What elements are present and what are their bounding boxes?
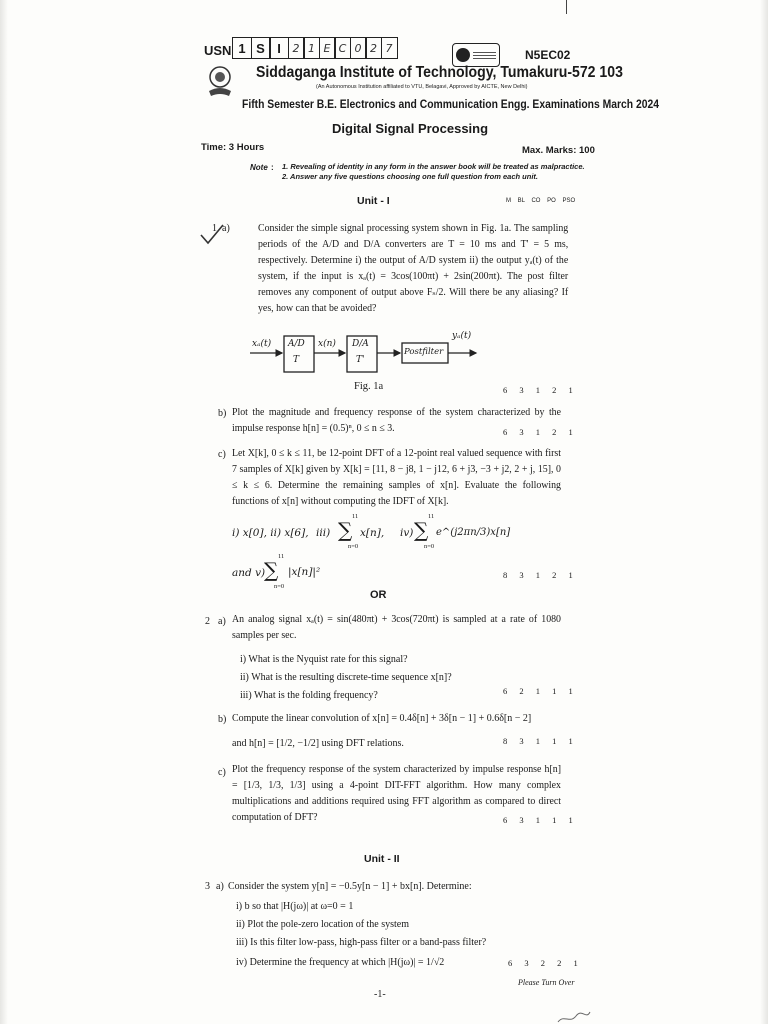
institute-subtitle: (An Autonomous Institution affiliated to VTU, Belagavi, Approved by AICTE, New Delhi): [316, 84, 528, 90]
question-2b-meta: 8 3 1 1 1: [503, 736, 574, 746]
usn-char-box: 1: [232, 37, 252, 59]
fig-ad-label: A/D: [288, 339, 305, 349]
question-1c-v-label: and v): [232, 567, 266, 579]
institute-name: Siddaganga Institute of Technology, Tumakuru-572 103: [256, 64, 623, 81]
fig-output-signal: yₐ(t): [452, 331, 472, 341]
page-number: -1-: [374, 989, 386, 1000]
sum-lower: n=0: [424, 543, 435, 550]
question-1b-meta: 6 3 1 2 1: [503, 427, 574, 437]
page-edge-right: [760, 0, 768, 1024]
usn-boxes: [232, 37, 396, 59]
logo-disc-icon: [456, 48, 470, 62]
unit-heading: Unit - I: [357, 195, 390, 207]
fig-postfilter-label: Postfilter: [404, 347, 444, 357]
part-label: a): [222, 223, 230, 234]
usn-char-box: 1: [303, 37, 320, 59]
question-3a-meta: 6 3 2 2 1: [508, 958, 579, 968]
question-3a-iv: iv) Determine the frequency at which |H(jω)| = 1/√2: [236, 957, 445, 968]
usn-char-box: 0: [350, 37, 367, 59]
question-1c-iv-label: iv): [400, 527, 414, 539]
please-turn-over: Please Turn Over: [518, 978, 575, 987]
institute-emblem-icon: [205, 65, 235, 99]
question-1c-parts: i) x[0], ii) x[6],: [232, 527, 309, 539]
part-label: c): [218, 767, 226, 778]
question-2b-text: Compute the linear convolution of x[n] = 0.4δ[n] + 3δ[n − 1] + 0.6δ[n − 2]: [232, 713, 532, 724]
question-3a-i: i) b so that |H(jω)| at ω=0 = 1: [236, 901, 354, 912]
question-1b-text: Plot the magnitude and frequency response of the system characterized by the impulse response h[n] = (0.5)ⁿ, 0 ≤ n ≤ 3.: [232, 407, 561, 434]
note-label: Note: [250, 163, 268, 172]
sum-lower: n=0: [274, 583, 285, 590]
question-1c-v-expr: |x[n]|²: [288, 566, 321, 578]
sum-lower: n=0: [348, 543, 359, 550]
question-1c-meta: 8 3 1 2 1: [503, 570, 574, 580]
part-label: b): [218, 714, 227, 725]
question-1c-iii-expr: x[n],: [360, 527, 385, 539]
question-1a-text: Consider the simple signal processing system shown in Fig. 1a. The sampling periods of the A/D and D/A converters are T = 10 ms and T' = 5 ms, respectively. Determine i) the output of A/D system ii) the output yₐ(t) of the system, if the input is xₐ(t) = 3cos(100πt) + 2sin(200πt). The post filter removes any component of output above Fₛ/2. Will there be any aliasing? If yes, how can that be avoided?: [258, 223, 569, 314]
usn-char-box: 2: [365, 37, 382, 59]
question-1c-iv-expr: e^(j2πn/3)x[n]: [436, 527, 511, 538]
question-2a-text: An analog signal xₐ(t) = sin(480πt) + 3cos(720πt) is sampled at a rate of 1080 samples per sec.: [232, 614, 561, 641]
part-label: a): [216, 881, 224, 892]
exam-time: Time: 3 Hours: [201, 142, 265, 153]
fig-mid-signal: x(n): [318, 339, 336, 349]
subject-title: Digital Signal Processing: [332, 121, 489, 136]
exam-title: Fifth Semester B.E. Electronics and Communication Engg. Examinations March 2024: [242, 99, 659, 111]
part-label: c): [218, 449, 226, 460]
sigma-v: ∑: [264, 558, 279, 582]
usn-char-box: 7: [381, 37, 398, 59]
fig-ad-period: T: [293, 355, 300, 365]
note-line-2: 2. Answer any five questions choosing one full question from each unit.: [282, 172, 539, 181]
question-2b-text-2: and h[n] = [1/2, −1/2] using DFT relations.: [232, 738, 404, 749]
page-edge-left: [0, 0, 8, 1024]
fig-input-signal: xₐ(t): [252, 339, 272, 349]
part-label: a): [218, 616, 226, 627]
question-1c-iii-label: iii): [316, 527, 331, 539]
note-line-1: 1. Revealing of identity in any form in the answer book will be treated as malpractice.: [282, 162, 585, 171]
question-number: 2: [205, 616, 210, 627]
unit-heading: Unit - II: [364, 853, 400, 865]
question-2a-i: i) What is the Nyquist rate for this signal?: [240, 654, 408, 665]
sigma-iii: ∑: [338, 518, 353, 542]
part-label: b): [218, 408, 227, 419]
question-3a-ii: ii) Plot the pole-zero location of the system: [236, 919, 410, 930]
fig-da-label: D/A: [352, 339, 369, 349]
paper-code: N5EC02: [525, 48, 571, 62]
question-1c-text: Let X[k], 0 ≤ k ≤ 11, be 12-point DFT of a 12-point real valued sequence with first 7 samples of X[k] given by X[k] = [11, 8 − j8, 1 − j12, 6 + j3, −3 + j2, 2 + j, 15], 0 ≤ k ≤ 6. Determine the remaining samples of x[n]. Evaluate the following functions of x[n] without computing the IDFT of X[k].: [232, 448, 561, 507]
usn-char-box: 2: [288, 37, 305, 59]
usn-char-box: C: [334, 37, 351, 59]
logo-text-lines: [473, 50, 496, 60]
question-2a-ii: ii) What is the resulting discrete-time sequence x[n]?: [240, 672, 452, 683]
or-divider: OR: [370, 589, 387, 601]
question-3a-iii: iii) Is this filter low-pass, high-pass filter or a band-pass filter?: [236, 937, 487, 948]
note-colon: :: [271, 163, 274, 172]
figure-caption: Fig. 1a: [354, 381, 384, 392]
question-number: 3: [205, 881, 210, 892]
corner-scribble-icon: [556, 1010, 592, 1024]
sum-upper: 11: [352, 513, 359, 520]
question-2c-text: Plot the frequency response of the system characterized by impulse response h[n] = [1/3, 1/3, 1/3] using a 4-point DIT-FFT algorithm. How many complex multiplications and additions required using FFT algorithm as compared to direct computation of DFT?: [232, 764, 561, 823]
marks-columns-header: M BL CO PO PSO: [506, 198, 576, 204]
usn-char-box: E: [319, 37, 336, 59]
max-marks: Max. Marks: 100: [522, 145, 595, 156]
question-2a-iii: iii) What is the folding frequency?: [240, 690, 378, 701]
sum-upper: 11: [428, 513, 435, 520]
question-1a-meta: 6 3 1 2 1: [503, 385, 574, 395]
usn-char-box: S: [251, 37, 271, 59]
sigma-iv: ∑: [414, 518, 429, 542]
question-number: 1: [212, 223, 217, 234]
margin-mark: [566, 0, 567, 14]
sum-upper: 11: [278, 553, 285, 560]
question-2c-meta: 6 3 1 1 1: [503, 815, 574, 825]
question-3a-text: Consider the system y[n] = −0.5y[n − 1] + bx[n]. Determine:: [228, 881, 472, 892]
usn-label: USN: [204, 43, 232, 58]
usn-char-box: I: [269, 37, 289, 59]
question-2a-meta: 6 2 1 1 1: [503, 686, 574, 696]
fig-da-period: T': [356, 355, 365, 365]
